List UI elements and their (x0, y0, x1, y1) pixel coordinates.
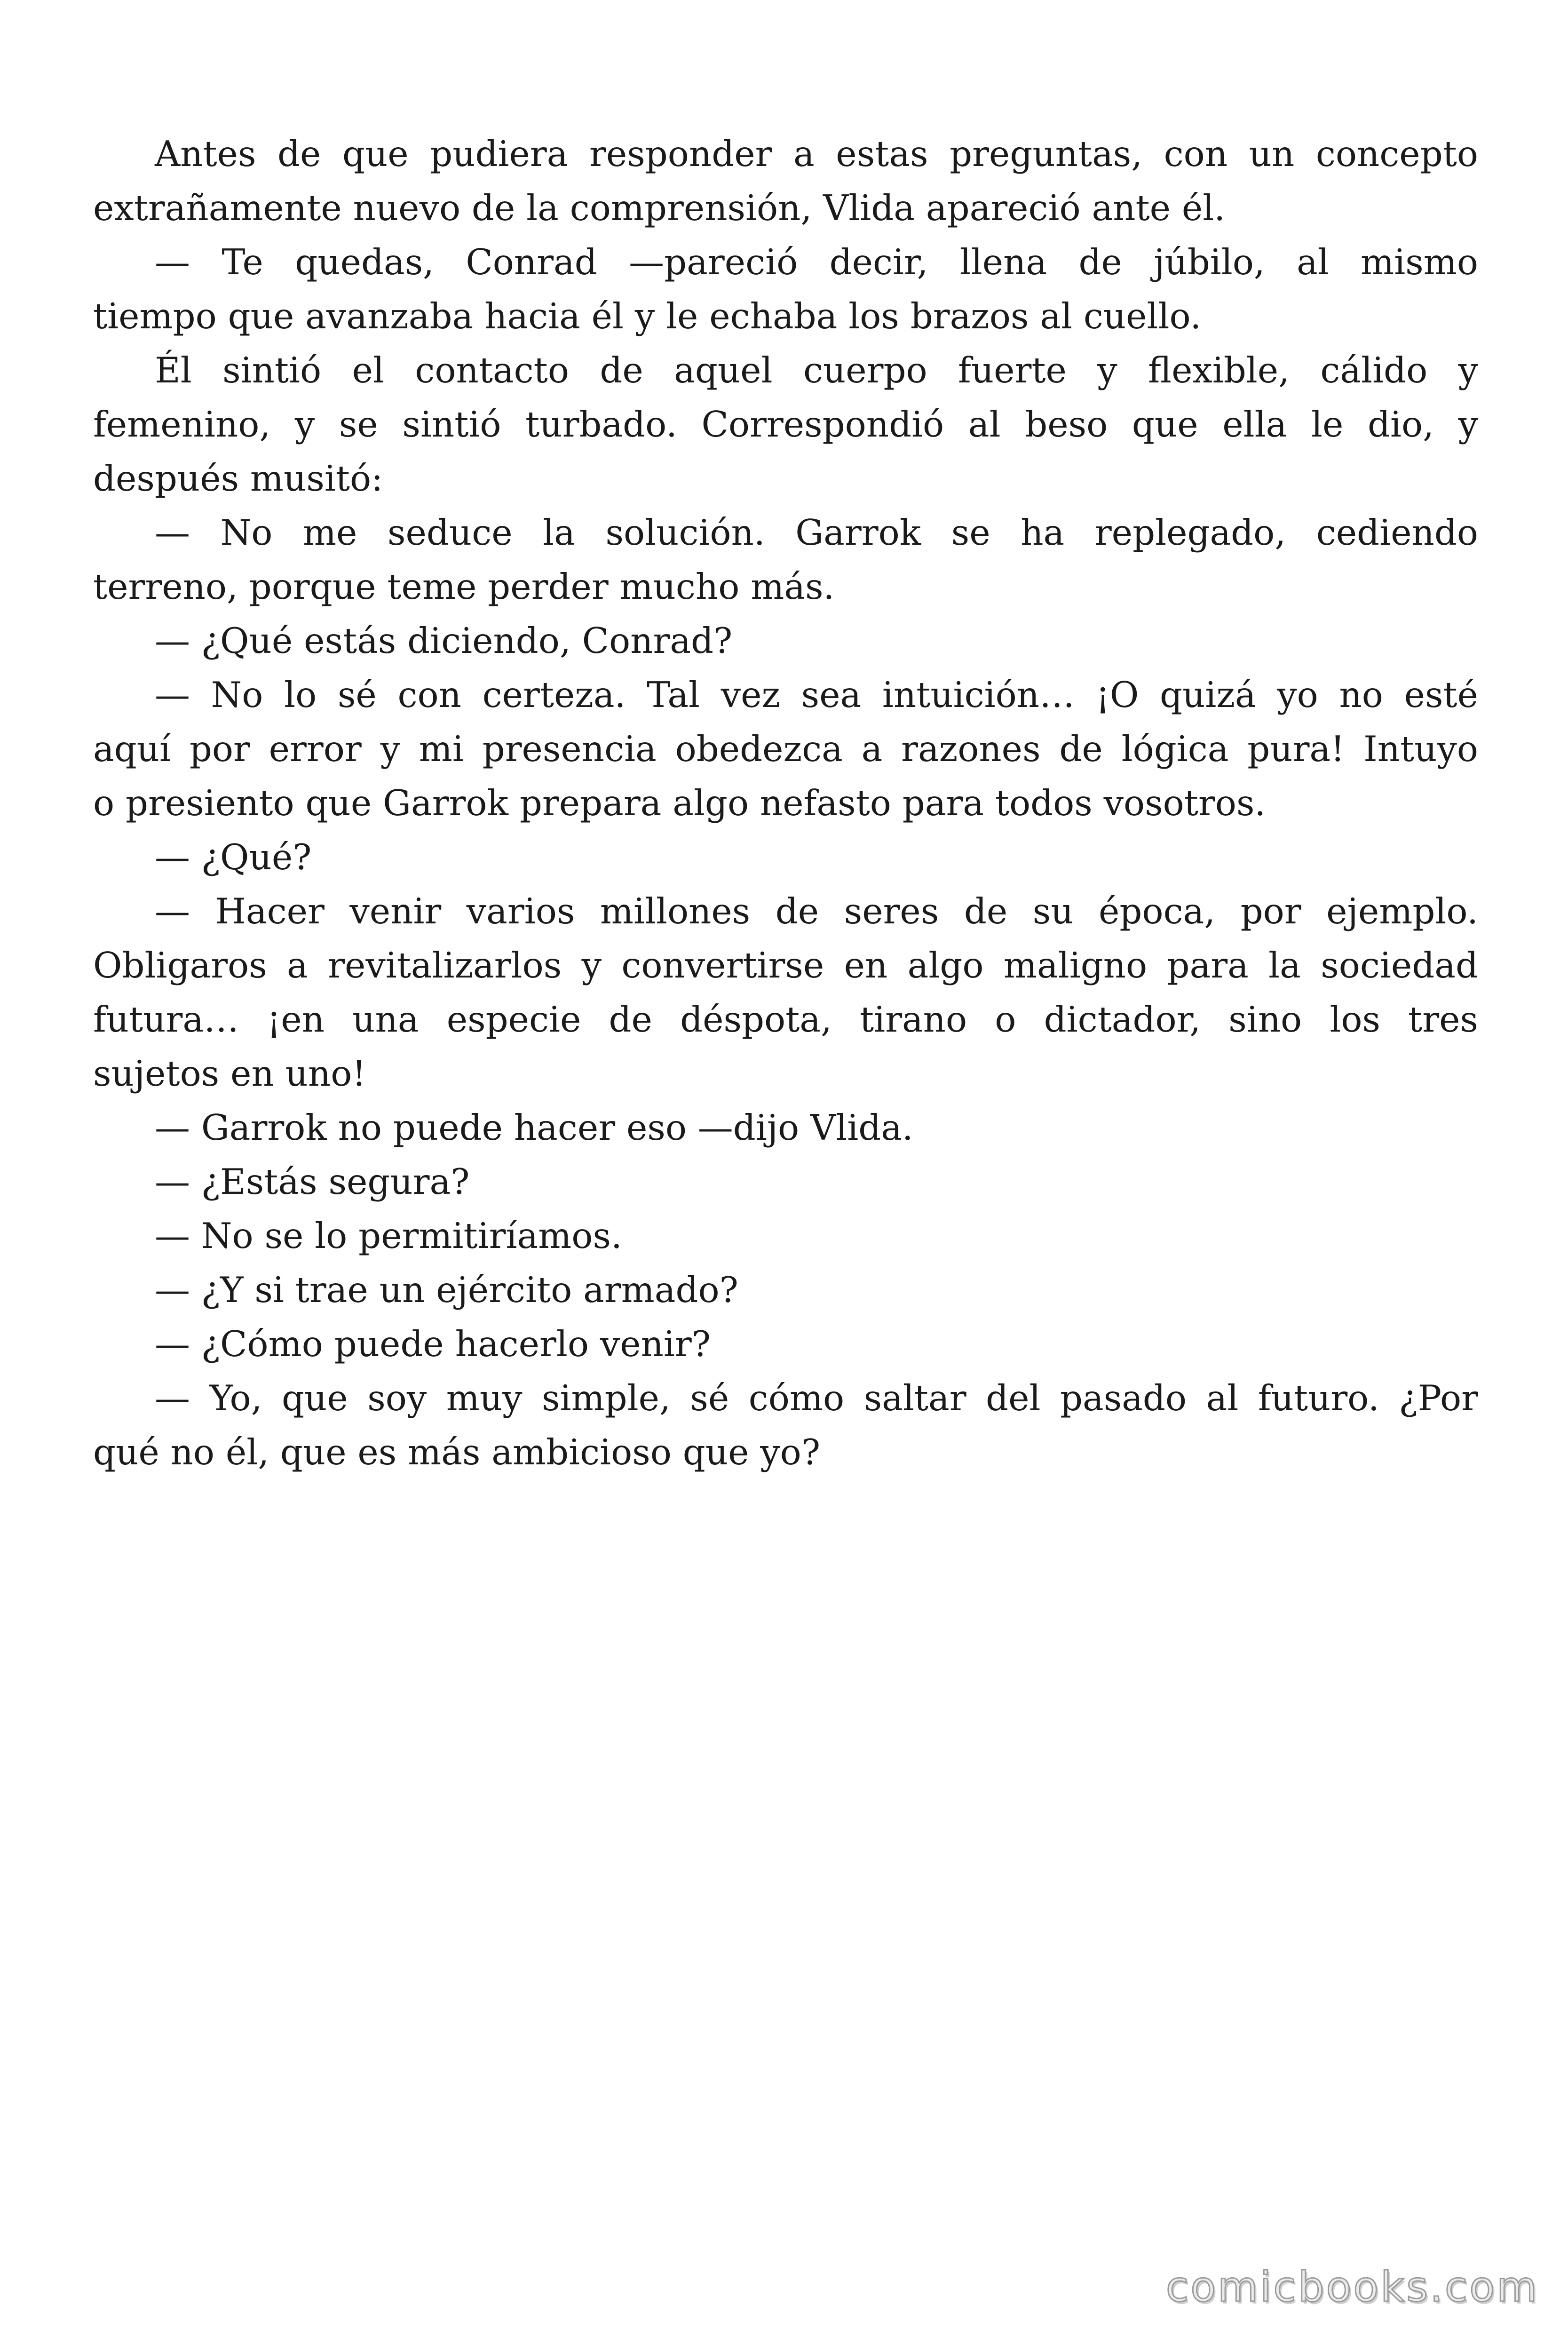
paragraph (93, 1155, 1478, 1209)
paragraph (93, 884, 1478, 1101)
text-line: — ¿Estás segura? (155, 1161, 470, 1202)
paragraph (93, 1101, 1478, 1155)
paragraph (93, 830, 1478, 884)
text-line: terreno, porque teme perder mucho más. (93, 566, 835, 607)
text-line: — Te quedas, Conrad —pareció decir, llena de júbilo, al mismo (155, 241, 1478, 283)
paragraph (93, 343, 1478, 506)
text-line: o presiento que Garrok prepara algo nefasto para todos vosotros. (93, 782, 1266, 824)
paragraph (93, 235, 1478, 343)
text-line: futura… ¡en una especie de déspota, tirano o dictador, sino los tres (93, 999, 1478, 1040)
text-line: — Yo, que soy muy simple, sé cómo saltar del pasado al futuro. ¿Por (155, 1377, 1478, 1419)
text-line: — No me seduce la solución. Garrok se ha replegado, cediendo (155, 512, 1478, 553)
text-line: — ¿Cómo puede hacerlo venir? (155, 1323, 711, 1365)
paragraph (93, 1317, 1478, 1371)
text-line: después musitó: (93, 458, 383, 499)
text-line: — Hacer venir varios millones de seres de su época, por ejemplo. (155, 890, 1478, 932)
text-line: Obligaros a revitalizarlos y convertirse en algo maligno para la sociedad (93, 945, 1478, 986)
text-line: — ¿Qué estás diciendo, Conrad? (155, 620, 733, 661)
text-line: — Garrok no puede hacer eso —dijo Vlida. (155, 1107, 913, 1148)
text-line: Él sintió el contacto de aquel cuerpo fuerte y flexible, cálido y (155, 350, 1478, 391)
text-line: tiempo que avanzaba hacia él y le echaba los brazos al cuello. (93, 295, 1202, 337)
text-line: — No lo sé con certeza. Tal vez sea intuición… ¡O quizá yo no esté (155, 674, 1478, 715)
text-line: sujetos en uno! (93, 1053, 366, 1094)
paragraph (93, 1209, 1478, 1263)
text-line: — ¿Qué? (155, 836, 312, 878)
text-line: aquí por error y mi presencia obedezca a razones de lógica pura! Intuyo (93, 728, 1478, 770)
paragraph (93, 1371, 1478, 1479)
text-line: extrañamente nuevo de la comprensión, Vlida apareció ante él. (93, 187, 1226, 229)
paragraph (93, 127, 1478, 235)
paragraph (93, 1263, 1478, 1317)
watermark: comicbooks.com (1165, 2263, 1539, 2311)
text-line: — No se lo permitiríamos. (155, 1215, 622, 1256)
body-text (93, 127, 1478, 1479)
text-line: — ¿Y si trae un ejército armado? (155, 1269, 738, 1311)
text-line: Antes de que pudiera responder a estas preguntas, con un concepto (155, 133, 1478, 175)
paragraph (93, 668, 1478, 830)
paragraph (93, 614, 1478, 668)
paragraph (93, 506, 1478, 614)
text-line: femenino, y se sintió turbado. Correspondió al beso que ella le dio, y (93, 404, 1478, 445)
text-line: qué no él, que es más ambicioso que yo? (93, 1431, 821, 1473)
